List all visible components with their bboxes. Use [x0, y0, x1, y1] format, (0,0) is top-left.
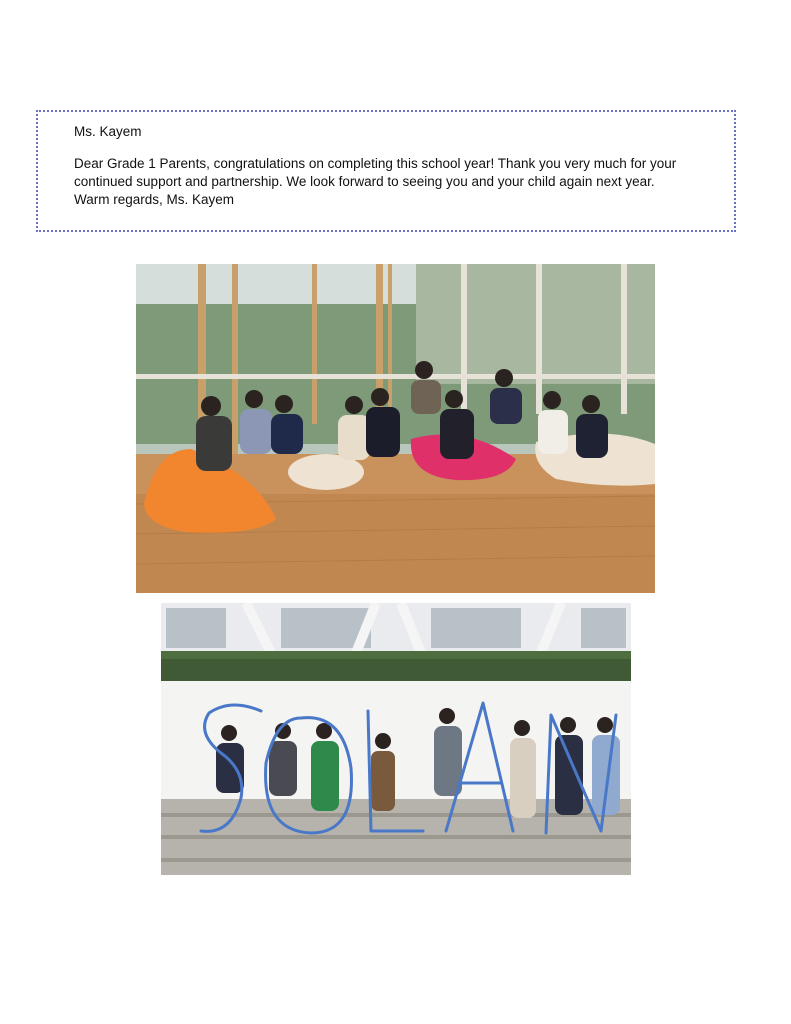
group-photo-beanbags [136, 264, 655, 593]
message-text [74, 155, 724, 209]
message-line: continued support and partnership. We look forward to seeing you and your child again next year. [74, 174, 655, 189]
solan-photo-illustration [161, 603, 631, 875]
sender-name: Ms. Kayem [74, 124, 142, 139]
beanbag-photo-illustration [136, 264, 655, 593]
message-box [36, 110, 736, 232]
group-photo-solan-letters [161, 603, 631, 875]
message-line: Dear Grade 1 Parents, congratulations on completing this school year! Thank you very much for your [74, 156, 677, 171]
message-line: Warm regards, Ms. Kayem [74, 192, 235, 207]
